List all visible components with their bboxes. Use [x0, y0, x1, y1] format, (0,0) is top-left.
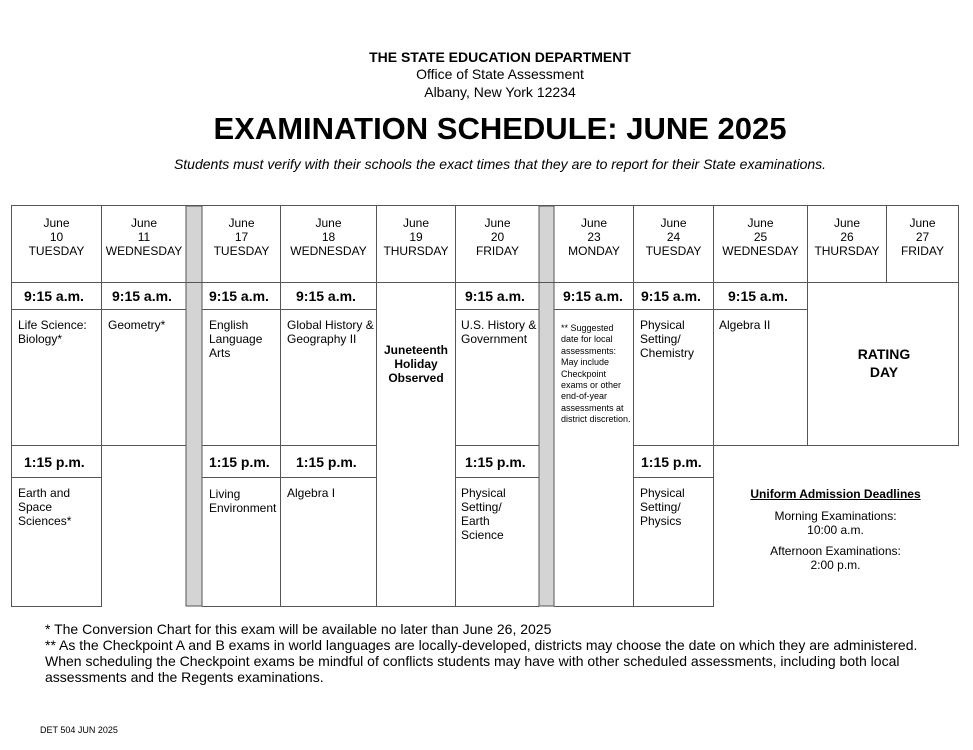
time-morning-jun11: 9:15 a.m.: [112, 288, 172, 304]
time-afternoon-jun24: 1:15 p.m.: [641, 454, 702, 470]
day-date: 17: [234, 230, 249, 244]
day-date: 26: [840, 230, 854, 244]
deadlines-afternoon-time: 2:00 p.m.: [810, 558, 861, 572]
time-morning-jun17: 9:15 a.m.: [209, 288, 269, 304]
day-header-jun25: [714, 216, 807, 258]
admission-deadlines: [713, 487, 958, 572]
time-afternoon-jun18: 1:15 p.m.: [296, 454, 357, 470]
week-separator-1: [186, 206, 202, 606]
day-header-jun27: [887, 216, 958, 258]
document-code: DET 504 JUN 2025: [40, 725, 118, 735]
day-header-jun18: [281, 216, 376, 258]
exam-jun20-morning: U.S. History & Government: [461, 318, 537, 346]
deadlines-title: Uniform Admission Deadlines: [750, 487, 921, 501]
day-month: June: [580, 216, 608, 230]
footnote-conversion-chart: * The Conversion Chart for this exam will be available no later than June 26, 2025: [45, 621, 552, 637]
day-weekday: MONDAY: [568, 244, 620, 258]
day-date: 10: [49, 230, 64, 244]
page-subtitle: Students must verify with their schools the exact times that they are to report for their State examinations.: [173, 156, 827, 172]
day-date: 25: [753, 230, 768, 244]
week-separator-2: [539, 206, 554, 606]
time-morning-jun25: 9:15 a.m.: [728, 288, 788, 304]
juneteenth-holiday: Juneteenth Holiday Observed: [383, 343, 448, 385]
time-afternoon-jun17: 1:15 p.m.: [209, 454, 270, 470]
day-weekday: WEDNESDAY: [722, 244, 799, 258]
day-weekday: WEDNESDAY: [105, 244, 183, 258]
exam-jun10-morning: Life Science: Biology*: [18, 318, 87, 346]
exam-jun25-morning: Algebra II: [719, 318, 771, 332]
time-afternoon-jun10: 1:15 p.m.: [24, 454, 85, 470]
day-month: June: [43, 216, 70, 230]
exam-jun17-morning: English Language Arts: [209, 318, 263, 360]
exam-jun17-afternoon: Living Environment: [209, 487, 277, 515]
day-month: June: [660, 216, 687, 230]
day-date: 20: [490, 230, 505, 244]
day-date: 27: [915, 230, 930, 244]
exam-jun10-afternoon: Earth and Space Sciences*: [18, 486, 72, 528]
day-month: June: [402, 216, 430, 230]
day-weekday: FRIDAY: [900, 244, 945, 258]
rating-day: RATING DAY: [857, 346, 911, 380]
day-month: June: [130, 216, 158, 230]
note-jun23-local-assessments: ** Suggested date for local assessments: May include Checkpoint exams or other end-of-year assessments at district discretion.: [561, 323, 631, 425]
day-weekday: THURSDAY: [383, 244, 449, 258]
day-weekday: FRIDAY: [475, 244, 520, 258]
day-header-jun10: [12, 216, 101, 258]
deadlines-afternoon-label: Afternoon Examinations:: [770, 544, 901, 558]
day-weekday: TUESDAY: [213, 244, 270, 258]
agency-name: THE STATE EDUCATION DEPARTMENT: [369, 49, 631, 65]
day-header-jun20: [456, 216, 539, 258]
time-morning-jun10: 9:15 a.m.: [24, 288, 84, 304]
day-date: 23: [587, 230, 601, 244]
deadlines-morning-time: 10:00 a.m.: [807, 523, 864, 537]
footnote-checkpoint-exams: ** As the Checkpoint A and B exams in world languages are locally-developed, districts may choose the date on which they are administered. When scheduling the Checkpoint exams be mindful of conflicts students may have with other scheduled assessments, including both local assessments and the Regents examinations.: [45, 637, 918, 685]
office-name: Office of State Assessment: [416, 66, 584, 82]
deadlines-morning-label: Morning Examinations:: [774, 509, 897, 523]
day-header-jun24: [634, 216, 713, 258]
day-header-jun19: [377, 216, 455, 258]
day-date: 18: [321, 230, 336, 244]
exam-jun11-morning: Geometry*: [108, 318, 166, 332]
time-morning-jun20: 9:15 a.m.: [465, 288, 525, 304]
exam-jun18-morning: Global History & Geography II: [287, 318, 374, 346]
day-header-jun26: [808, 216, 886, 258]
time-afternoon-jun20: 1:15 p.m.: [465, 454, 526, 470]
day-month: June: [484, 216, 511, 230]
day-weekday: THURSDAY: [814, 244, 880, 258]
day-weekday: WEDNESDAY: [290, 244, 367, 258]
exam-jun24-afternoon: Physical Setting/ Physics: [640, 486, 685, 528]
day-header-jun11: [102, 216, 186, 258]
exam-jun18-afternoon: Algebra I: [287, 486, 336, 500]
day-month: June: [315, 216, 342, 230]
day-header-jun17: [203, 216, 280, 258]
time-morning-jun23: 9:15 a.m.: [563, 288, 623, 304]
page-title: EXAMINATION SCHEDULE: JUNE 2025: [213, 111, 787, 146]
time-morning-jun18: 9:15 a.m.: [296, 288, 356, 304]
exam-jun24-morning: Physical Setting/ Chemistry: [640, 318, 695, 360]
day-date: 11: [137, 230, 151, 244]
day-month: June: [909, 216, 936, 230]
day-weekday: TUESDAY: [28, 244, 85, 258]
time-morning-jun24: 9:15 a.m.: [641, 288, 701, 304]
day-month: June: [833, 216, 861, 230]
day-date: 24: [666, 230, 681, 244]
exam-jun20-afternoon: Physical Setting/ Earth Science: [461, 486, 506, 542]
day-weekday: TUESDAY: [645, 244, 702, 258]
day-month: June: [228, 216, 255, 230]
office-address: Albany, New York 12234: [424, 84, 576, 100]
day-header-jun23: [555, 216, 633, 258]
day-date: 19: [409, 230, 423, 244]
footnotes: [45, 621, 955, 685]
day-month: June: [747, 216, 774, 230]
